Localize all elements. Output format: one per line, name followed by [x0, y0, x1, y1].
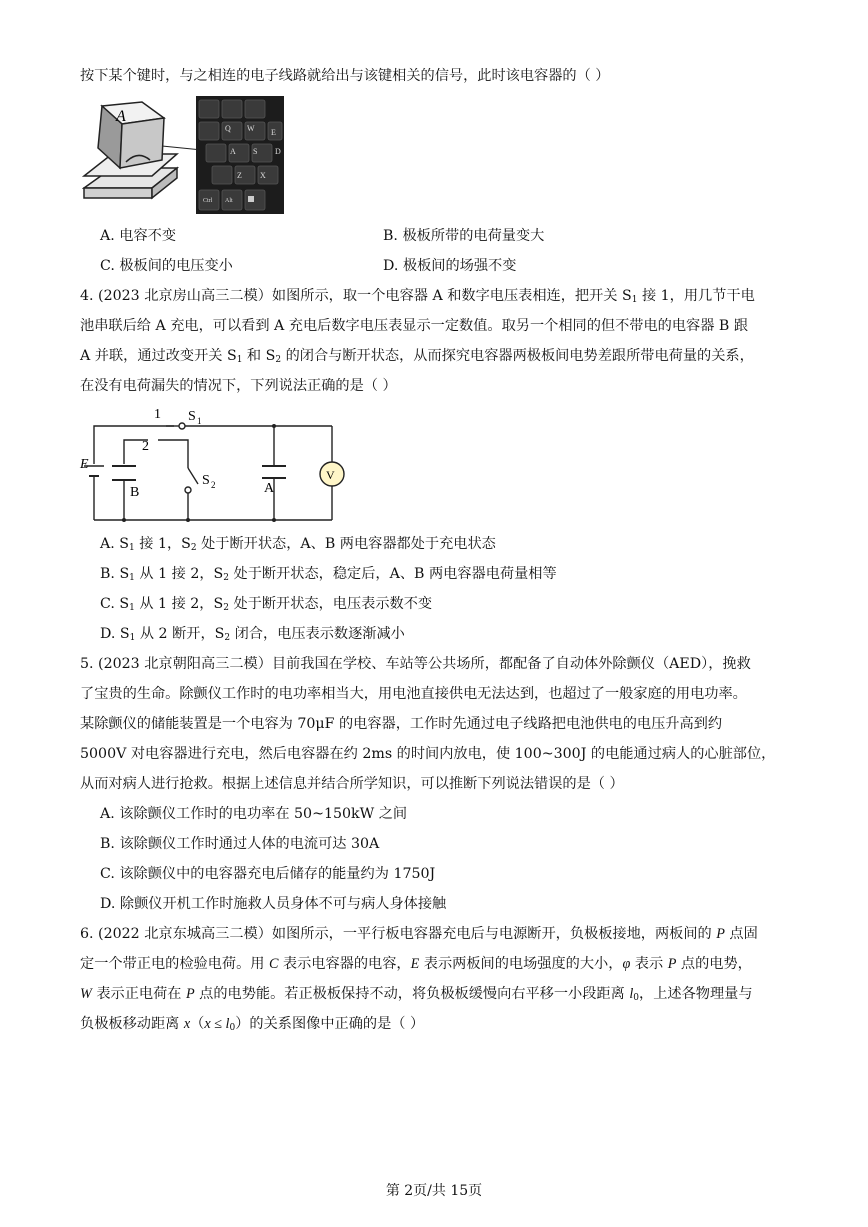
- q6-line-2: 定一个带正电的检验电荷。用 C 表示电容器的电容，E 表示两板间的电场强度的大小，φ 表示 P 点的电势，: [80, 956, 752, 972]
- svg-text:Q: Q: [225, 124, 231, 133]
- key-letter: A: [116, 108, 126, 125]
- svg-text:1: 1: [154, 407, 161, 422]
- q4-line-2: 池串联后给 A 充电，可以看到 A 充电后数字电压表显示一定数值。取另一个相同的但不带电的电容器 B 跟: [80, 318, 749, 334]
- svg-text:V: V: [326, 468, 335, 482]
- circuit-diagram: [78, 404, 348, 528]
- svg-text:A: A: [264, 481, 275, 496]
- q5-line-3: 某除颤仪的储能装置是一个电容为 70μF 的电容器，工作时先通过电子线路把电池供电的电压升高到约: [80, 716, 723, 732]
- q5-option-c: C. 该除颤仪中的电容器充电后储存的能量约为 1750J: [100, 866, 436, 882]
- q3-option-b: B. 极板所带的电荷量变大: [383, 228, 545, 244]
- q4-line-4: 在没有电荷漏失的情况下，下列说法正确的是（ ）: [80, 378, 397, 394]
- keycap-illustration: [82, 96, 287, 214]
- svg-text:2: 2: [211, 480, 216, 490]
- svg-text:A: A: [230, 147, 236, 156]
- svg-text:Z: Z: [237, 171, 242, 180]
- q5-line-1: 5. (2023 北京朝阳高三二模）目前我国在学校、车站等公共场所，都配备了自动体外除颤仪（AED），挽救: [80, 656, 751, 672]
- svg-text:S: S: [188, 409, 196, 424]
- q4-option-b: B. $S_1$ 从 1 接 2，$S_2$ 处于断开状态，稳定后，A、B 两电容器电荷量相等: [100, 566, 557, 583]
- svg-text:W: W: [247, 124, 255, 133]
- svg-text:B: B: [130, 485, 140, 500]
- q3-option-c: C. 极板间的电压变小: [100, 258, 233, 274]
- svg-text:S: S: [202, 473, 210, 488]
- svg-text:E: E: [80, 457, 89, 472]
- svg-text:2: 2: [142, 439, 149, 454]
- q5-line-4: 5000V 对电容器进行充电，然后电容器在约 2ms 的时间内放电，使 100~300J 的电能通过病人的心脏部位，: [80, 746, 776, 762]
- q3-option-d: D. 极板间的场强不变: [383, 258, 517, 274]
- svg-text:X: X: [260, 171, 266, 180]
- q3-intro: 按下某个键时，与之相连的电子线路就给出与该键相关的信号，此时该电容器的（ ）: [80, 68, 610, 84]
- q4-option-a: A. $S_1$ 接 1，$S_2$ 处于断开状态，A、B 两电容器都处于充电状态: [100, 536, 496, 553]
- q4-option-d: D. $S_1$ 从 2 断开，$S_2$ 闭合，电压表示数逐渐减小: [100, 626, 405, 643]
- svg-text:Ctrl: Ctrl: [203, 198, 213, 204]
- page-footer: 第 2页/共 15页: [385, 1183, 483, 1199]
- q6-line-4: 负极板移动距离 $x(x \le l_0)$的关系图像中正确的是（ ）: [80, 1016, 425, 1033]
- q5-option-d: D. 除颤仪开机工作时施救人员身体不可与病人身体接触: [100, 896, 447, 912]
- q5-option-a: A. 该除颤仪工作时的电功率在 50~150kW 之间: [100, 806, 408, 822]
- q4-option-c: C. $S_1$ 从 1 接 2，$S_2$ 处于断开状态，电压表示数不变: [100, 596, 433, 613]
- q5-option-b: B. 该除颤仪工作时通过人体的电流可达 30A: [100, 836, 380, 852]
- svg-text:E: E: [271, 128, 276, 137]
- q6-line-1: 6. (2022 北京东城高三二模）如图所示，一平行板电容器充电后与电源断开，负极板接地，两板间的 P 点固: [80, 926, 758, 942]
- svg-text:1: 1: [197, 416, 202, 426]
- q4-line-1: 4. (2023 北京房山高三二模）如图所示，取一个电容器 A 和数字电压表相连，把开关 $S_1$ 接 1，用几节干电: [80, 288, 755, 305]
- q3-option-a: A. 电容不变: [100, 228, 177, 244]
- q6-line-3: W 表示正电荷在 P 点的电势能。若正极板保持不动，将负极板缓慢向右平移一小段距离 $l_0$，上述各物理量与: [80, 986, 753, 1003]
- svg-text:D: D: [275, 147, 281, 156]
- q5-line-5: 从而对病人进行抢救。根据上述信息并结合所学知识，可以推断下列说法错误的是（ ）: [80, 776, 624, 792]
- q4-line-3: A 并联，通过改变开关 $S_1$ 和 $S_2$ 的闭合与断开状态，从而探究电容器两极板间电势差跟所带电荷量的关系，: [80, 348, 754, 365]
- svg-text:S: S: [253, 147, 258, 156]
- q5-line-2: 了宝贵的生命。除颤仪工作时的电功率相当大，用电池直接供电无法达到，也超过了一般家庭的用电功率。: [80, 686, 747, 702]
- svg-text:Alt: Alt: [225, 198, 233, 204]
